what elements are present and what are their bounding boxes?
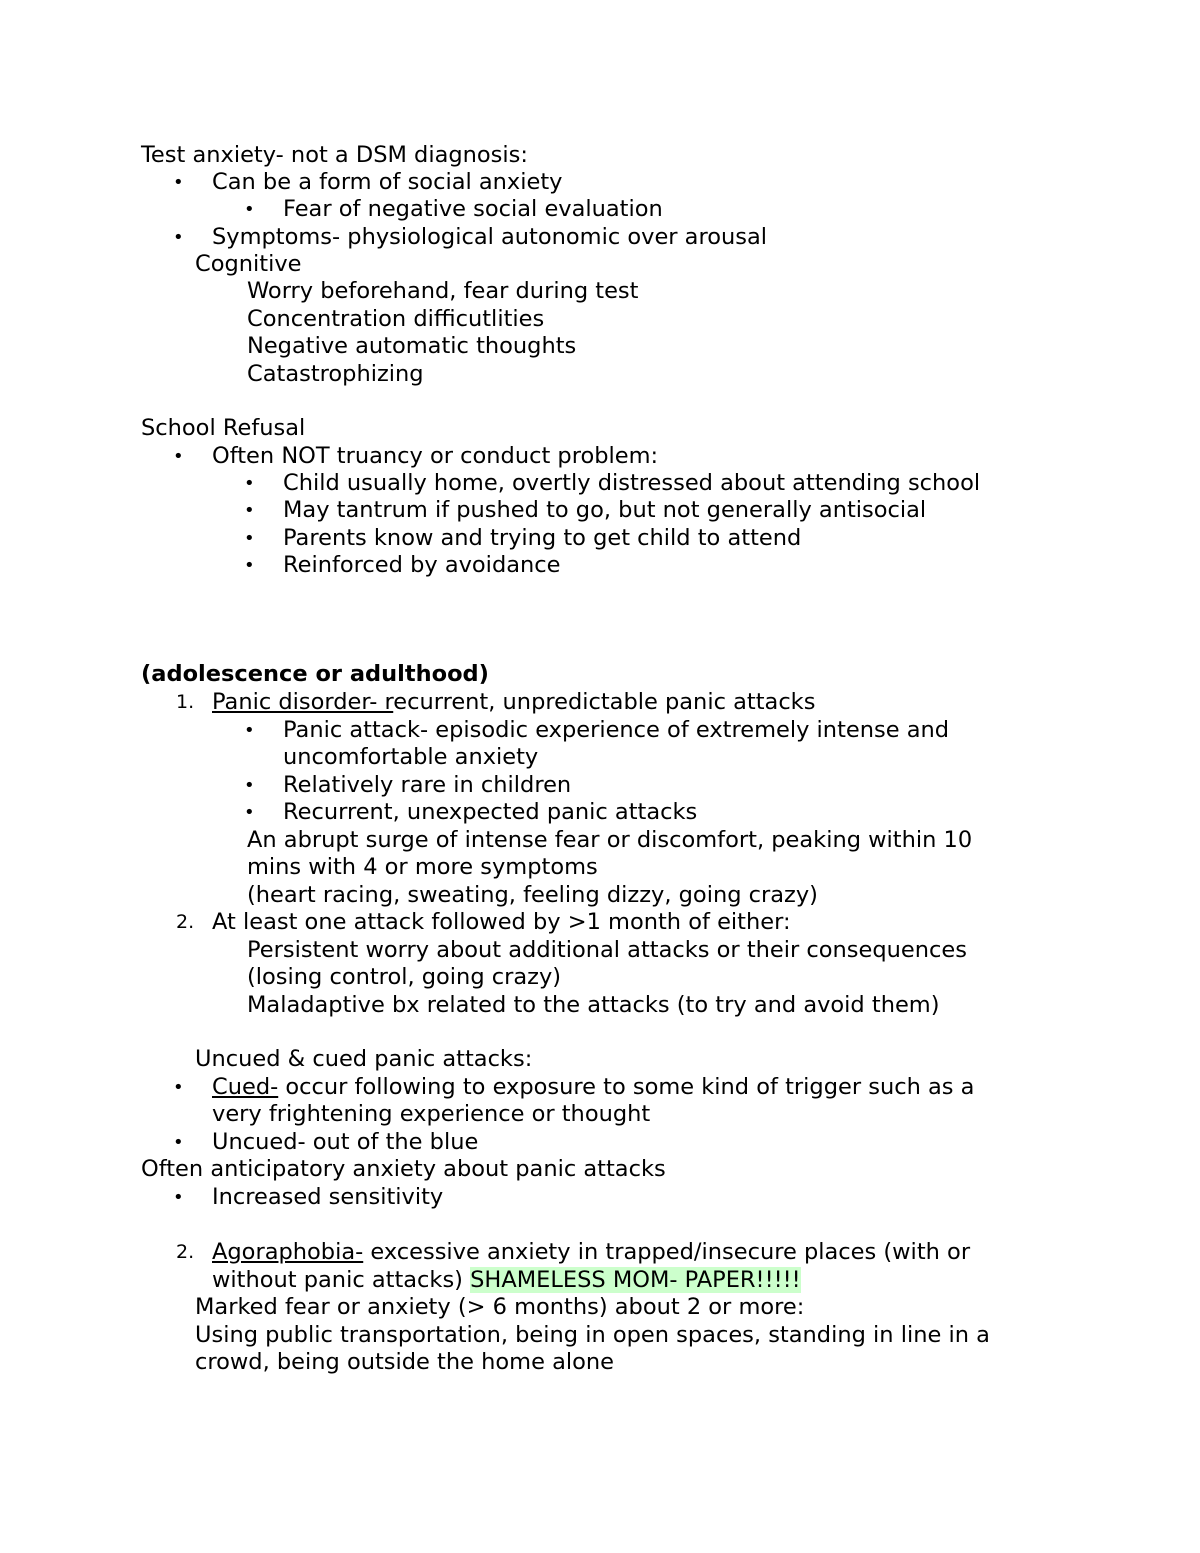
list-item: Fear of negative social evaluation <box>283 196 663 222</box>
list-item <box>212 1239 970 1266</box>
paragraph-line: Marked fear or anxiety (> 6 months) about 2 or more: <box>195 1294 805 1320</box>
paragraph-line: An abrupt surge of intense fear or discomfort, peaking within 10 <box>247 827 973 853</box>
bullet-icon: • <box>173 1132 184 1153</box>
school-refusal-heading: School Refusal <box>141 415 306 441</box>
paragraph-line: Persistent worry about additional attacks or their consequences <box>247 937 967 963</box>
cognitive-item: Catastrophizing <box>247 361 424 387</box>
bullet-icon: • <box>244 528 255 549</box>
bullet-icon: • <box>173 172 184 193</box>
list-item: Recurrent, unexpected panic attacks <box>283 799 698 825</box>
list-item: Can be a form of social anxiety <box>212 169 563 195</box>
list-item: uncomfortable anxiety <box>283 744 539 770</box>
bullet-icon: • <box>244 555 255 576</box>
panic-disorder-text: ecurrent, unpredictable panic attacks <box>393 689 816 715</box>
paragraph-line: Using public transportation, being in open spaces, standing in line in a <box>195 1322 990 1348</box>
cued-text: occur following to exposure to some kind of trigger such as a <box>278 1074 975 1100</box>
list-item: Often NOT truancy or conduct problem: <box>212 443 659 469</box>
agoraphobia-term: Agoraphobia- <box>212 1239 364 1265</box>
list-item: Relatively rare in children <box>283 772 572 798</box>
paragraph-line: mins with 4 or more symptoms <box>247 854 598 880</box>
bullet-icon: • <box>244 720 255 741</box>
list-item <box>212 1267 801 1294</box>
list-item: Child usually home, overtly distressed about attending school <box>283 470 981 496</box>
adolescence-heading: (adolescence or adulthood) <box>141 661 489 687</box>
uncued-label: Uncued & cued panic attacks: <box>195 1046 533 1072</box>
cognitive-item: Concentration difficutlities <box>247 306 545 332</box>
list-item: Uncued- out of the blue <box>212 1129 479 1155</box>
bullet-icon: • <box>173 1187 184 1208</box>
cognitive-item: Worry beforehand, fear during test <box>247 278 639 304</box>
list-item: May tantrum if pushed to go, but not generally antisocial <box>283 497 927 523</box>
list-item: Increased sensitivity <box>212 1184 444 1210</box>
list-item: At least one attack followed by >1 month of either: <box>212 909 791 935</box>
agoraphobia-text-2: without panic attacks) <box>212 1267 471 1293</box>
cued-term: Cued- <box>212 1074 279 1100</box>
list-number: 2. <box>176 1241 195 1263</box>
cognitive-item: Negative automatic thoughts <box>247 333 577 359</box>
test-anxiety-heading: Test anxiety- not a DSM diagnosis: <box>141 142 528 168</box>
list-item <box>212 1074 974 1101</box>
list-item: very frightening experience or thought <box>212 1101 651 1127</box>
bullet-icon: • <box>244 802 255 823</box>
list-item: Reinforced by avoidance <box>283 552 561 578</box>
cognitive-label: Cognitive <box>195 251 302 277</box>
list-number: 1. <box>176 691 195 713</box>
list-item: Symptoms- physiological autonomic over arousal <box>212 224 768 250</box>
bullet-icon: • <box>173 446 184 467</box>
bullet-icon: • <box>173 1077 184 1098</box>
list-number: 2. <box>176 911 195 933</box>
highlighted-note: SHAMELESS MOM- PAPER!!!!! <box>470 1267 801 1293</box>
paragraph-line: Maladaptive bx related to the attacks (to try and avoid them) <box>247 992 940 1018</box>
bullet-icon: • <box>244 775 255 796</box>
list-item <box>212 689 815 716</box>
bullet-icon: • <box>244 500 255 521</box>
panic-disorder-term: Panic disorder- r <box>212 689 394 715</box>
paragraph-line: (heart racing, sweating, feeling dizzy, going crazy) <box>247 882 818 908</box>
bullet-icon: • <box>244 473 255 494</box>
paragraph-line: Often anticipatory anxiety about panic attacks <box>141 1156 666 1182</box>
list-item: Panic attack- episodic experience of extremely intense and <box>283 717 950 743</box>
paragraph-line: crowd, being outside the home alone <box>195 1349 614 1375</box>
bullet-icon: • <box>173 227 184 248</box>
paragraph-line: (losing control, going crazy) <box>247 964 562 990</box>
bullet-icon: • <box>244 199 255 220</box>
list-item: Parents know and trying to get child to attend <box>283 525 802 551</box>
agoraphobia-text: excessive anxiety in trapped/insecure places (with or <box>363 1239 971 1265</box>
